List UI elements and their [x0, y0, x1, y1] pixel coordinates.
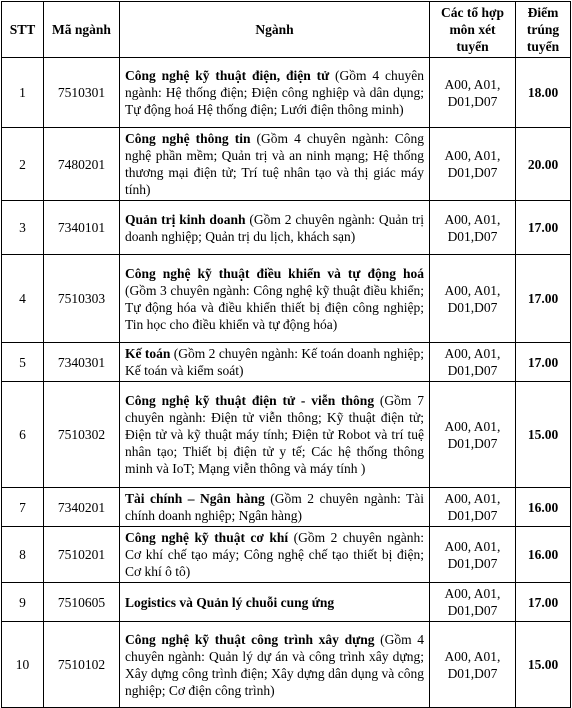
admission-scores-table: [1, 1, 571, 708]
row-code: 7510102: [44, 622, 120, 708]
row-combos: A00, A01, D01,D07: [430, 488, 516, 527]
header-row: [2, 2, 571, 58]
table-row: [2, 255, 571, 343]
row-major: [120, 382, 430, 488]
major-desc: (Gồm 4 chuyên ngành: Quản lý dự án và công trình xây dựng; Xây dựng công trình điện; Xây dựng dân dụng và công nghiệp; Cơ điện công trình): [125, 631, 424, 698]
row-code: 7510301: [44, 58, 120, 128]
row-combos: A00, A01, D01,D07: [430, 201, 516, 255]
row-score: 17.00: [516, 201, 571, 255]
row-stt: 9: [2, 583, 44, 622]
table-row: [2, 622, 571, 708]
row-code: 7340201: [44, 488, 120, 527]
table-row: [2, 58, 571, 128]
major-name: Quản trị kinh doanh: [125, 211, 246, 227]
row-combos: A00, A01, D01,D07: [430, 583, 516, 622]
header-stt: STT: [2, 2, 44, 58]
row-stt: 1: [2, 58, 44, 128]
header-score: Điểm trúng tuyển: [516, 2, 571, 58]
header-major: Ngành: [120, 2, 430, 58]
table-row: [2, 343, 571, 382]
major-name: Công nghệ kỹ thuật điện, điện tử: [125, 68, 330, 83]
table-row: [2, 382, 571, 488]
row-score: 20.00: [516, 128, 571, 201]
row-combos: A00, A01, D01,D07: [430, 255, 516, 343]
major-desc: (Gồm 2 chuyên ngành: Quản trị doanh nghiệp; Quản trị du lịch, khách sạn): [125, 211, 424, 244]
table-row: [2, 201, 571, 255]
major-desc: (Gồm 4 chuyên ngành: Công nghệ phần mềm; Quản trị và an ninh mạng; Hệ thống thương mại điện tử; Trí tuệ nhân tạo và thị giác máy tính): [125, 131, 424, 197]
major-name: Kế toán: [125, 346, 171, 361]
row-major: [120, 58, 430, 128]
major-desc: (Gồm 2 chuyên ngành: Tài chính doanh nghiệp; Ngân hàng): [125, 491, 425, 523]
row-code: 7510302: [44, 382, 120, 488]
row-score: 15.00: [516, 382, 571, 488]
row-score: 16.00: [516, 527, 571, 583]
major-name: Công nghệ kỹ thuật cơ khí: [125, 530, 289, 545]
row-stt: 6: [2, 382, 44, 488]
major-name: Công nghệ kỹ thuật điện tử - viễn thông: [125, 393, 375, 408]
row-code: 7340101: [44, 201, 120, 255]
row-score: 15.00: [516, 622, 571, 708]
major-name: Công nghệ kỹ thuật điều khiển và tự động hoá: [125, 265, 424, 281]
row-major: [120, 128, 430, 201]
row-code: 7510201: [44, 527, 120, 583]
row-score: 17.00: [516, 255, 571, 343]
row-major: [120, 343, 430, 382]
row-code: 7480201: [44, 128, 120, 201]
major-name: Công nghệ kỹ thuật công trình xây dựng: [125, 631, 375, 647]
major-name: Logistics và Quản lý chuỗi cung ứng: [125, 594, 335, 610]
row-score: 16.00: [516, 488, 571, 527]
major-desc: (Gồm 3 chuyên ngành: Công nghệ kỹ thuật điều khiển; Tự động hóa và điều khiển thiết bị điện công nghiệp; Tin học cho điều khiển và tự động hóa): [125, 282, 424, 332]
row-combos: A00, A01, D01,D07: [430, 527, 516, 583]
table-row: [2, 488, 571, 527]
row-major: [120, 622, 430, 708]
row-score: 18.00: [516, 58, 571, 128]
row-combos: A00, A01, D01,D07: [430, 58, 516, 128]
row-code: 7510303: [44, 255, 120, 343]
row-score: 17.00: [516, 343, 571, 382]
row-stt: 5: [2, 343, 44, 382]
row-combos: A00, A01, D01,D07: [430, 622, 516, 708]
row-code: 7510605: [44, 583, 120, 622]
row-stt: 4: [2, 255, 44, 343]
header-combos: Các tổ hợp môn xét tuyển: [430, 2, 516, 58]
row-major: [120, 488, 430, 527]
major-name: Tài chính – Ngân hàng: [125, 491, 265, 506]
row-major: [120, 583, 430, 622]
major-desc: (Gồm 7 chuyên ngành: Điện tử viễn thông; Kỹ thuật điện tử; Điện tử và kỹ thuật máy tính; Điện tử Robot và trí tuệ nhân tạo; Thiết bị điện tử y tế; Các hệ thống thông minh và IoT; Mạng viễn thông và máy tính ): [125, 393, 424, 476]
row-stt: 8: [2, 527, 44, 583]
row-major: [120, 527, 430, 583]
row-major: [120, 201, 430, 255]
major-desc: (Gồm 4 chuyên ngành: Hệ thống điện; Điện công nghiệp và dân dụng; Tự động hoá Hệ thống điện; Lưới điện thông minh): [125, 68, 424, 117]
row-stt: 10: [2, 622, 44, 708]
major-name: Công nghệ thông tin: [125, 131, 251, 146]
table-row: [2, 128, 571, 201]
row-code: 7340301: [44, 343, 120, 382]
row-combos: A00, A01, D01,D07: [430, 382, 516, 488]
row-stt: 2: [2, 128, 44, 201]
table-row: [2, 527, 571, 583]
row-major: [120, 255, 430, 343]
row-combos: A00, A01, D01,D07: [430, 343, 516, 382]
table-row: [2, 583, 571, 622]
major-desc: (Gồm 2 chuyên ngành: Cơ khí chế tạo máy; Công nghệ chế tạo thiết bị điện; Cơ khí ô tô): [125, 530, 425, 579]
row-combos: A00, A01, D01,D07: [430, 128, 516, 201]
row-score: 17.00: [516, 583, 571, 622]
header-code: Mã ngành: [44, 2, 120, 58]
row-stt: 7: [2, 488, 44, 527]
row-stt: 3: [2, 201, 44, 255]
major-desc: (Gồm 2 chuyên ngành: Kế toán doanh nghiệp; Kế toán và kiểm soát): [125, 346, 424, 378]
